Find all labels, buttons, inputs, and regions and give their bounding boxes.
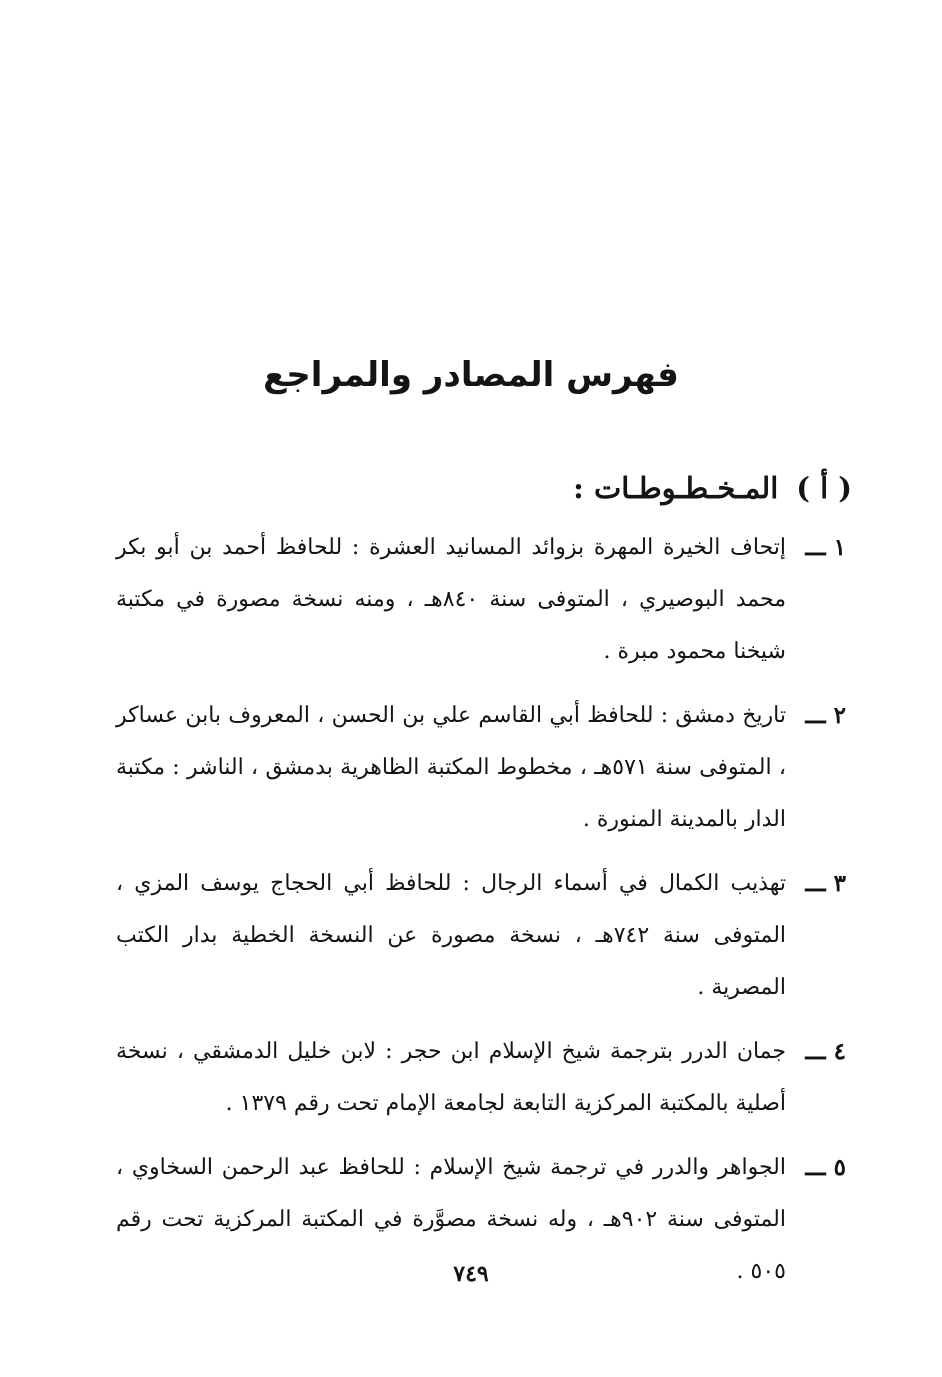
list-item [116,522,846,678]
entry-number: ٤ ـــ [805,1038,846,1065]
entry-text: إتحاف الخيرة المهرة بزوائد المسانيد العشرة : للحافظ أحمد بن أبو بكر محمد البوصيري ، المتوفى سنة ٨٤٠هـ ، ومنه نسخة مصورة في مكتبة شيخنا محمود مبرة . [116,535,787,664]
entry-text: الجواهر والدرر في ترجمة شيخ الإسلام : للحافظ عبد الرحمن السخاوي ، المتوفى سنة ٩٠٢هـ ، وله نسخة مصوَّرة في المكتبة المركزية تحت رقم ٥٠٥ . [116,1155,786,1284]
list-item [116,858,846,1014]
list-item [116,690,846,846]
entry-number: ١ ـــ [805,534,846,561]
entry-number: ٥ ـــ [805,1154,846,1181]
page-title: فهرس المصادر والمراجع [263,354,679,395]
page-number: ٧٤٩ [453,1261,489,1287]
entry-text: جمان الدرر بترجمة شيخ الإسلام ابن حجر : لابن خليل الدمشقي ، نسخة أصلية بالمكتبة المركزية التابعة لجامعة الإمام تحت رقم ١٣٧٩ . [116,1039,786,1116]
entry-number: ٣ ـــ [805,870,846,897]
section-heading [152,458,852,518]
manuscripts-list [116,522,846,1310]
entry-text: تهذيب الكمال في أسماء الرجال : للحافظ أبي الحجاج يوسف المزي ، المتوفى سنة ٧٤٢هـ ، نسخة مصورة عن النسخة الخطية بدار الكتب المصرية . [116,871,787,1000]
section-heading-label: المـخـطـوطـات : [573,471,779,505]
entry-text: تاريخ دمشق : للحافظ أبي القاسم علي بن الحسن ، المعروف بابن عساكر ، المتوفى سنة ٥٧١هـ ، مخطوط المكتبة الظاهرية بدمشق ، الناشر : مكتبة الدار بالمدينة المنورة . [116,703,786,832]
section-marker: ( أ ) [796,471,852,505]
entry-number: ٢ ـــ [805,702,846,729]
list-item [116,1026,846,1130]
